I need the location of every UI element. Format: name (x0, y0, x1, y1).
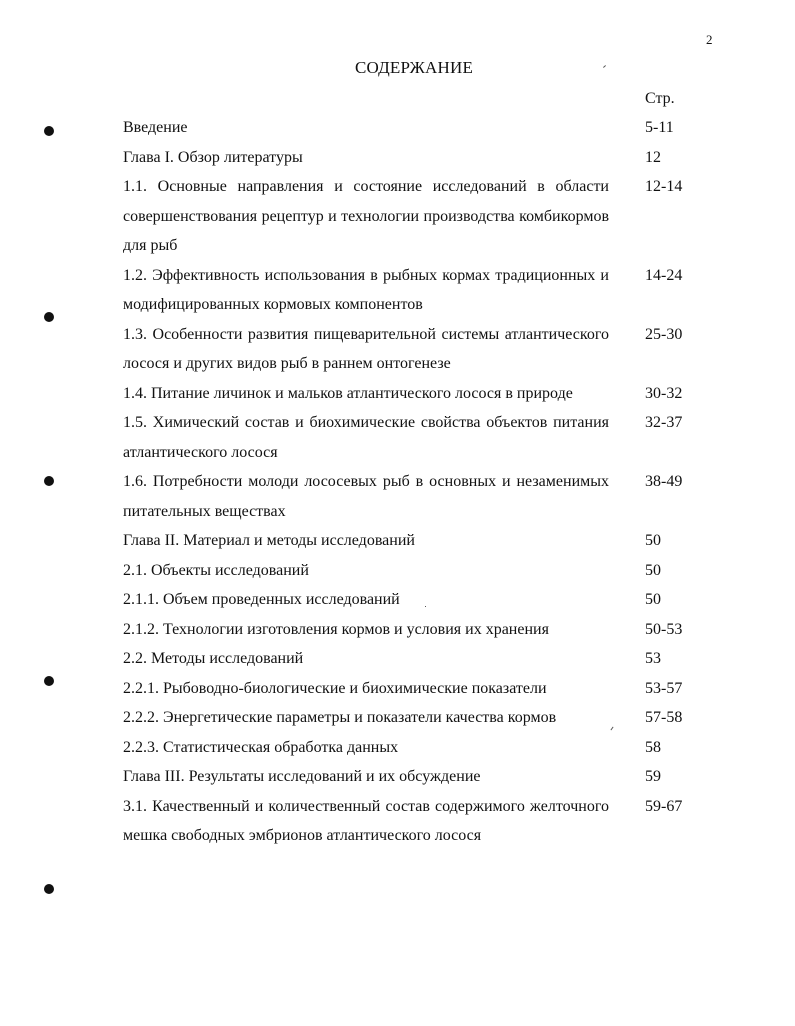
page-title: СОДЕРЖАНИЕ (354, 58, 474, 77)
punch-hole-mark (44, 476, 54, 486)
pages-column-header: Стр. (645, 90, 675, 107)
toc-entry (123, 615, 703, 645)
toc-entry (123, 733, 703, 763)
toc-entry-title: 2.2.3. Статистическая обработка данных (123, 738, 399, 756)
toc-entry-title: 3.1. Качественный и количественный состав содержимого желточного мешка свободных эмбрионов атлантического лосося (123, 797, 609, 844)
toc-entry (123, 172, 703, 261)
toc-entry-page: 59-67 (645, 797, 683, 815)
toc-entry (123, 762, 703, 792)
toc-entry-title: Глава III. Результаты исследований и их обсуждение (123, 768, 481, 785)
toc-entry-page: 59 (645, 768, 661, 785)
toc-entry-page: 12-14 (645, 178, 683, 195)
toc-entry-page: 5-11 (645, 119, 674, 136)
punch-hole-mark (44, 884, 54, 894)
toc-entry-page: 38-49 (645, 473, 683, 490)
toc-entry-page: 30-32 (645, 384, 683, 402)
toc-entry-page: 12 (645, 148, 661, 166)
table-of-contents (123, 113, 703, 851)
toc-entry-page: 32-37 (645, 414, 683, 431)
toc-entry-title: Глава II. Материал и методы исследований (123, 532, 415, 549)
toc-entry-title: Введение (123, 119, 188, 136)
toc-entry (123, 320, 703, 379)
scan-speck (425, 606, 426, 607)
toc-entry (123, 585, 703, 615)
toc-entry-title: 1.4. Питание личинок и мальков атлантического лосося в природе (123, 384, 573, 402)
toc-entry (123, 467, 703, 526)
toc-entry-title: Глава I. Обзор литературы (123, 148, 303, 166)
toc-entry-page: 58 (645, 738, 661, 756)
punch-hole-mark (44, 126, 54, 136)
toc-entry-page: 53 (645, 650, 661, 667)
toc-entry (123, 526, 703, 556)
toc-entry-title: 2.1. Объекты исследований (123, 561, 309, 579)
toc-entry-page: 50 (645, 591, 661, 608)
toc-entry-title: 1.1. Основные направления и состояние исследований в области совершенствования рецептур и технологии производства комбикормов для рыб (123, 178, 609, 254)
toc-entry-page: 50 (645, 561, 661, 579)
toc-entry-title: 2.2. Методы исследований (123, 650, 304, 667)
toc-entry-page: 50 (645, 532, 661, 549)
toc-entry-title: 1.3. Особенности развития пищеварительной системы атлантического лосося и других видов рыб в раннем онтогенезе (123, 325, 609, 372)
toc-entry (123, 379, 703, 409)
toc-entry-title: 2.1.2. Технологии изготовления кормов и условия их хранения (123, 620, 549, 638)
page-number: 2 (706, 32, 713, 47)
toc-entry-page: 50-53 (645, 620, 683, 638)
toc-entry-page: 53-57 (645, 679, 683, 697)
punch-hole-mark (44, 312, 54, 322)
toc-entry (123, 644, 703, 674)
toc-entry-title: 1.6. Потребности молоди лососевых рыб в основных и незаменимых питательных веществах (123, 473, 609, 520)
toc-entry-title: 2.1.1. Объем проведенных исследований (123, 591, 400, 608)
toc-entry (123, 674, 703, 704)
toc-entry (123, 408, 703, 467)
toc-entry (123, 143, 703, 173)
toc-entry-page: 14-24 (645, 266, 683, 284)
toc-entry (123, 792, 703, 851)
toc-entry-title: 1.5. Химический состав и биохимические свойства объектов питания атлантического лосося (123, 414, 609, 461)
toc-entry-title: 2.2.2. Энергетические параметры и показатели качества кормов (123, 709, 557, 726)
toc-entry (123, 556, 703, 586)
toc-entry (123, 261, 703, 320)
toc-entry-title: 2.2.1. Рыбоводно-биологические и биохимические показатели (123, 679, 547, 697)
toc-entry (123, 703, 703, 733)
toc-entry-title: 1.2. Эффективность использования в рыбных кормах традиционных и модифицированных кормовых компонентов (123, 266, 609, 313)
toc-entry (123, 113, 703, 143)
toc-entry-page: 57-58 (645, 709, 683, 726)
toc-entry-page: 25-30 (645, 325, 683, 343)
punch-hole-mark (44, 676, 54, 686)
